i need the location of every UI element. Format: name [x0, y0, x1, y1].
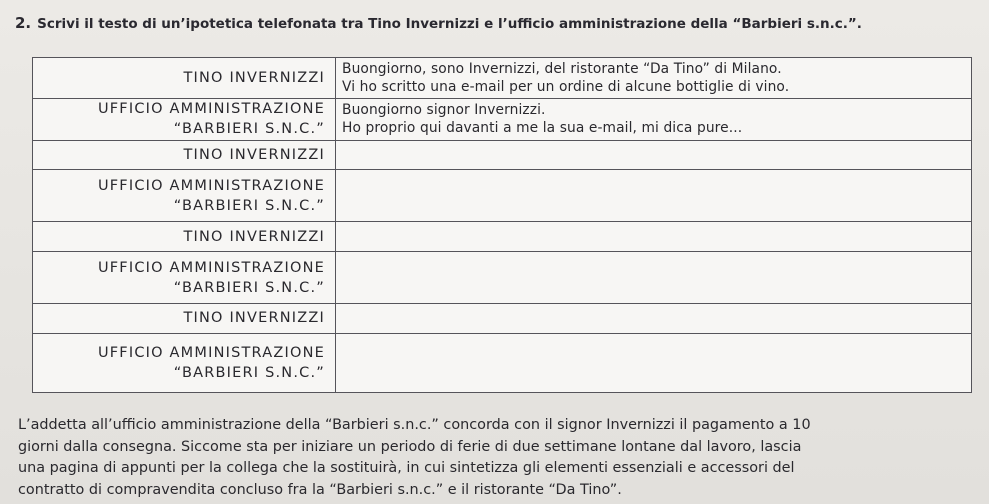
answer-cell[interactable]: [336, 304, 972, 334]
speaker-name: “BARBIERI S.N.C.”: [173, 279, 325, 296]
exercise-text: Scrivi il testo di un’ipotetica telefonata tra Tino Invernizzi e l’ufficio amministrazione della “Barbieri s.n.c.”.: [37, 16, 862, 32]
dialog-row: [33, 333, 972, 392]
instructions-line: giorni dalla consegna. Siccome sta per iniziare un periodo di ferie di due settimane lontane dal lavoro, lascia: [18, 438, 802, 455]
dialog-row: [33, 140, 972, 170]
dialog-line: Buongiorno signor Invernizzi.: [342, 102, 546, 119]
speaker-name: TINO INVERNIZZI: [183, 69, 325, 86]
speaker-name: UFFICIO AMMINISTRAZIONE: [97, 101, 325, 118]
answer-cell[interactable]: [336, 333, 972, 392]
instructions-line: L’addetta all’ufficio amministrazione della “Barbieri s.n.c.” concorda con il signor Invernizzi il pagamento a 10: [18, 417, 811, 433]
speaker-name: “BARBIERI S.N.C.”: [173, 197, 325, 214]
dialog-row: [33, 252, 972, 304]
speaker-name: UFFICIO AMMINISTRAZIONE: [97, 259, 325, 276]
instructions-paragraph: [18, 415, 978, 501]
answer-cell[interactable]: [336, 170, 972, 222]
speaker-cell: [33, 170, 336, 222]
answer-cell[interactable]: [336, 140, 972, 170]
speaker-name: UFFICIO AMMINISTRAZIONE: [97, 177, 325, 194]
exercise-prompt: [15, 14, 979, 33]
speaker-name: TINO INVERNIZZI: [183, 228, 325, 245]
speaker-cell: [33, 98, 336, 140]
speaker-cell: [33, 58, 336, 99]
answer-cell: [336, 98, 972, 140]
instructions-line: contratto di compravendita concluso fra la “Barbieri s.n.c.” e il ristorante “Da Tino”.: [18, 481, 622, 498]
dialog-line: Vi ho scritto una e-mail per un ordine di alcune bottiglie di vino.: [342, 78, 790, 95]
speaker-cell: [33, 304, 336, 334]
dialog-row: [33, 58, 972, 99]
speaker-cell: [33, 333, 336, 392]
speaker-cell: [33, 252, 336, 304]
dialog-line: Ho proprio qui davanti a me la sua e-mail, mi dica pure...: [342, 120, 743, 137]
instructions-line: una pagina di appunti per la collega che la sostituirà, in cui sintetizza gli elementi essenziali e accessori del: [18, 460, 795, 476]
answer-cell[interactable]: [336, 222, 972, 252]
speaker-name: UFFICIO AMMINISTRAZIONE: [97, 344, 325, 361]
answer-cell[interactable]: [336, 252, 972, 304]
speaker-name: “BARBIERI S.N.C.”: [173, 364, 325, 381]
dialog-row: [33, 222, 972, 252]
speaker-name: “BARBIERI S.N.C.”: [173, 121, 325, 138]
dialog-row: [33, 98, 972, 140]
exercise-number: 2.: [15, 14, 32, 32]
answer-cell: [336, 58, 972, 99]
dialog-row: [33, 304, 972, 334]
speaker-cell: [33, 222, 336, 252]
speaker-name: TINO INVERNIZZI: [183, 310, 325, 327]
speaker-name: TINO INVERNIZZI: [183, 147, 325, 164]
speaker-cell: [33, 140, 336, 170]
dialog-table: [32, 57, 972, 393]
dialog-row: [33, 170, 972, 222]
dialog-line: Buongiorno, sono Invernizzi, del ristorante “Da Tino” di Milano.: [342, 60, 782, 77]
